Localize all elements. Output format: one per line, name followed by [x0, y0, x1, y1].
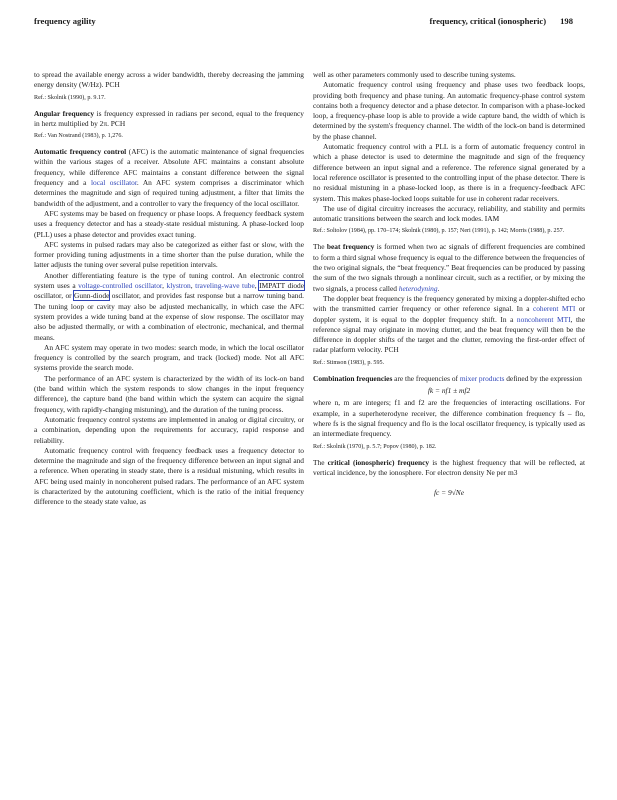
klystron-link[interactable]: klystron — [166, 281, 191, 291]
entry-automatic-frequency-control — [34, 147, 304, 209]
entry-angular-frequency — [34, 109, 304, 130]
reference: Ref.: Stimson (1983), p. 595. — [313, 359, 385, 366]
right-column — [313, 70, 585, 498]
running-header-left: frequency agility — [34, 16, 96, 26]
term-automatic-frequency-control: Automatic frequency control — [34, 147, 127, 157]
paragraph-text: oscillator, or — [34, 291, 75, 301]
paragraph: Automatic frequency control with a PLL is a form of automatic frequency control in which a phase detector is used to determine the magnitude and sign of the frequency difference between an input signal and a reference. The reference signal generated by a local reference oscillator is presented to the controlling input of the phase detector. There is no residual mistuning in a phase-locked loop, as there is in a frequency-feedback AFC system. This makes phase-locked loops suitable for use in coherent radar receivers. — [313, 142, 585, 203]
noncoherent-mti-link[interactable]: noncoherent MTI — [516, 314, 571, 324]
paragraph-text: The — [313, 457, 328, 467]
paragraph — [34, 271, 304, 343]
traveling-wave-tube-link[interactable]: traveling-wave tube — [195, 281, 255, 291]
paragraph: to spread the available energy across a wider bandwidth, thereby decreasing the jamming energy density (W/Hz). PCH — [34, 70, 304, 90]
term-angular-frequency: Angular frequency — [34, 108, 95, 118]
definition-text: are the frequencies of — [392, 373, 460, 383]
definition-text: is formed when two ac signals of different frequencies are combined to form a third signal whose frequency is equal to the difference between the frequencies of the two original signals, the “beat frequency.” Beat frequencies can be produced by passing the sum of the two signals through a nonlinear circuit, such as a rectifier, or by mixing the two signals, a process called — [313, 242, 585, 293]
paragraph: where n, m are integers; f1 and f2 are the frequencies of interacting oscillations. For example, in a superheterodyne receiver, the difference combination frequency fs – flo, where fs is the signal frequency and flo is the local oscillator frequency, is typically used as an intermediate frequency. — [313, 398, 585, 439]
definition-text: . An AFC system comprises a discriminator which determines the magnitude and sign of required tuning adjustment, a filter that limits the bandwidth of the adjustment, and a controller to vary the frequency of the local oscillator. — [34, 178, 304, 208]
paragraph: well as other parameters commonly used to describe tuning systems. — [313, 70, 516, 79]
paragraph — [313, 294, 585, 356]
left-column — [34, 70, 304, 508]
reference: Ref.: Skolnik (1990), p. 9.17. — [34, 94, 106, 101]
separator: , — [162, 281, 167, 291]
paragraph-text: , the reference signal may originate in moving clutter, and the beat frequency will then be the difference in doppler shifts of the target and the clutter, removing the first-order effect of radar platform velocity. PCH — [313, 314, 585, 355]
entry-critical-frequency — [313, 458, 585, 479]
entry-combination-frequencies — [313, 374, 585, 384]
heterodyning-link[interactable]: heterodyning — [398, 283, 438, 293]
term-beat-frequency: beat frequency — [326, 242, 375, 252]
separator: , — [254, 281, 260, 291]
definition-text: is the highest frequency that will be reflected, at vertical incidence, by the ionosphere. For electron density Ne per m3 — [313, 457, 585, 477]
definition-text: (AFC) is the automatic maintenance of signal frequencies within the various stages of a receiver. Absolute AFC maintains a constant absolute frequency, while difference AFC maintains a constant difference between the signal frequency and a — [34, 147, 304, 188]
impatt-diode-link[interactable]: IMPATT diode — [259, 281, 304, 291]
definition-text: . — [437, 283, 440, 293]
paragraph: The performance of an AFC system is characterized by the width of its lock-on band (the band within which the system responds to slow changes in the input frequency difference), the capture band (the band within which the system can acquire the signal frequency, with rapidly-changing mistuning), and the duration of the tuning process. — [34, 373, 304, 414]
paragraph-text: The — [313, 242, 327, 252]
paragraph-text: Another differentiating feature is the type of tuning control. An electronic control system uses a — [34, 270, 304, 291]
running-header-title: frequency, critical (ionospheric) — [429, 16, 547, 26]
mixer-products-link[interactable]: mixer products — [459, 373, 505, 383]
reference: Ref.: Van Nostrand (1983), p. 1,276. — [34, 133, 123, 140]
term-combination-frequencies: Combination frequencies — [313, 373, 393, 383]
term-critical-frequency: critical (ionospheric) frequency — [327, 457, 430, 467]
running-header-right — [430, 16, 573, 26]
page-number: 198 — [560, 16, 573, 26]
reference: Ref.: Skolnik (1970), p. 5.7; Popov (1980), p. 182. — [313, 443, 437, 450]
entry-beat-frequency — [313, 242, 585, 293]
voltage-controlled-oscillator-link[interactable]: voltage-controlled oscillator — [78, 281, 163, 291]
paragraph-text: The doppler beat frequency is the frequency generated by mixing a doppler-shifted echo with the transmitted carrier frequency or other reference signal. In a — [313, 293, 585, 314]
separator: , — [190, 281, 196, 291]
coherent-mti-link[interactable]: coherent MTI — [532, 304, 576, 314]
equation-critical-frequency: fc = 9√Ne — [434, 488, 464, 498]
paragraph: Automatic frequency control systems are implemented in analog or digital circuitry, or a combination, depending upon the requirements for accuracy, rapid response and reliability. — [34, 414, 304, 445]
paragraph: Automatic frequency control using frequency and phase uses two feedback loops, providing both frequency and phase tuning. An automatic frequency-phase control system contains both a frequency detector and a phase detector. In comparison with a phase-locked loop, a frequency-phase loop is able to provide a wide capture band, the width of which is determined by the system's frequency channel. The width of the lock-on band is determined by the phase channel. — [313, 80, 585, 141]
paragraph: The use of digital circuitry increases the accuracy, reliability, and stability and permits automatic transitions between the search and lock modes. IAM — [313, 203, 585, 224]
paragraph: An AFC system may operate in two modes: search mode, in which the local oscillator frequency is controlled by the search program, and track (locked) mode. Not all AFC systems provide the search mode. — [34, 342, 304, 373]
definition-text: defined by the expression — [504, 373, 582, 383]
paragraph: AFC systems may be based on frequency or phase loops. A frequency feedback system uses a frequency detector and has a steady-state residual mistuning. A phase-locked loop (PLL) uses a phase detector and provides exact tuning. — [34, 208, 304, 239]
reference: Ref.: Soltolov (1984), pp. 170–174; Skolnik (1980), p. 157; Neri (1991), p. 142; Morris (1988), p. 257. — [313, 228, 565, 235]
paragraph-text: oscillator, and provides fast response but a narrow tuning band. The tuning loop or cavity may also be adjusted mechanically, in which case the AFC system provides a wide tuning band at the expense of slow response. The oscillator may also be adjusted thermally, or with a combination of electronic, mechanical, and thermal means. — [34, 291, 304, 342]
gunn-diode-link[interactable]: Gunn-diode — [74, 291, 110, 301]
paragraph: Automatic frequency control with frequency feedback uses a frequency detector to determine the magnitude and sign of the frequency difference between an input signal and a reference. When operating in steady state, there is a residual mistuning, which results in AFC being used mainly in noncoherent pulsed radars. The performance of an AFC system is characterized by the autotuning coefficient, which is the ratio of the initial frequency difference to the steady state value, as — [34, 445, 304, 507]
local-oscillator-link[interactable]: local oscillator — [90, 178, 137, 188]
paragraph-text: or doppler system, it is equal to the doppler frequency shift. In a — [313, 304, 585, 324]
paragraph: AFC systems in pulsed radars may also be categorized as either fast or slow, with the former providing tuning adjustments in a time shorter than the pulse duration, while the latter adjusts the tuning over several pulse repetition intervals. — [34, 239, 304, 270]
equation-combination-frequency: fk = nf1 ± mf2 — [427, 386, 471, 396]
definition-text: is frequency expressed in radians per second, equal to the frequency in hertz multiplied by 2π. PCH — [34, 108, 304, 128]
